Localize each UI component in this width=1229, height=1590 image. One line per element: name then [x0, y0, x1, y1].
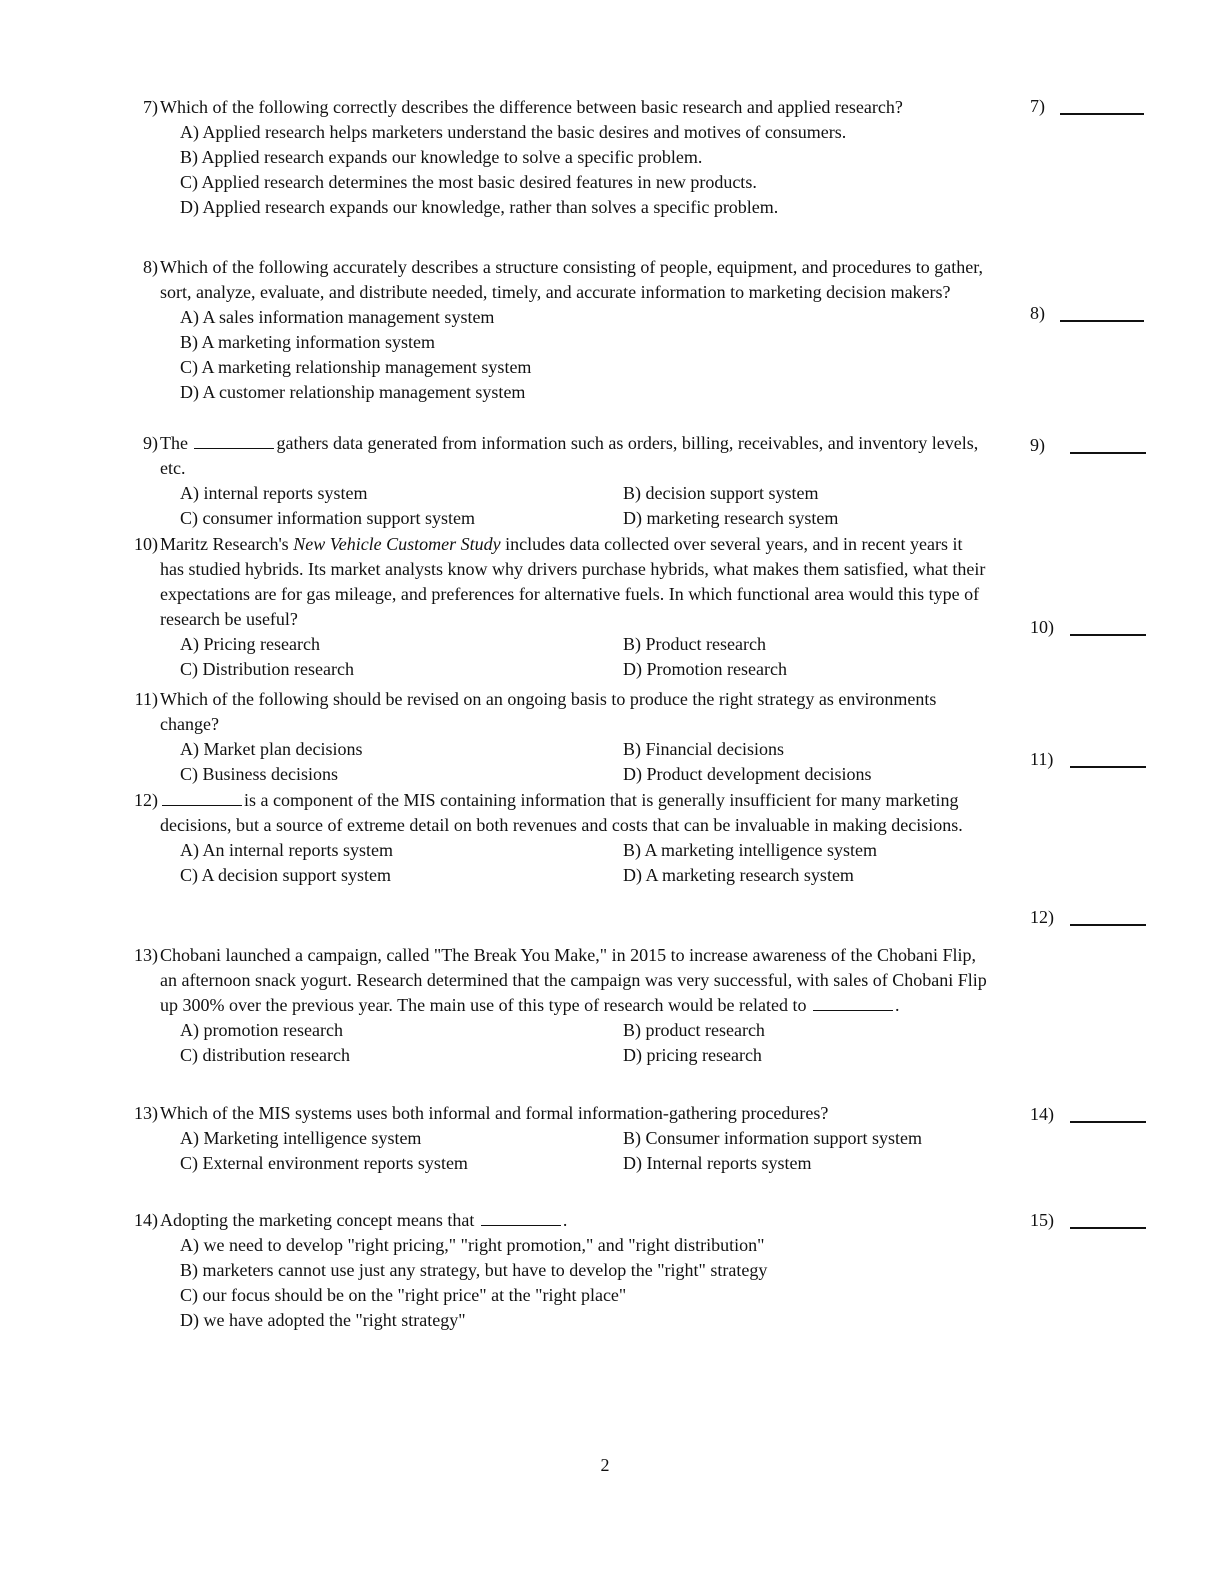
question-stem — [160, 1208, 988, 1233]
answer-line[interactable] — [1070, 924, 1146, 926]
stem-text-before: The — [160, 433, 188, 453]
answer-line[interactable] — [1060, 113, 1144, 115]
answer-blank-10[interactable] — [1030, 615, 1146, 640]
options-list — [180, 1233, 988, 1333]
options-list — [180, 737, 988, 787]
answer-number: 10) — [1030, 617, 1054, 637]
options-list — [180, 1126, 988, 1176]
question-number: 7) — [143, 97, 158, 117]
answer-blank-14[interactable] — [1030, 1102, 1146, 1127]
options-list — [180, 120, 988, 220]
option-b[interactable]: B) Financial decisions — [623, 739, 784, 759]
fill-in-blank — [162, 789, 242, 806]
answer-blank-12[interactable] — [1030, 905, 1146, 930]
option-c[interactable]: C) A marketing relationship management system — [180, 357, 532, 377]
option-b[interactable]: B) Product research — [623, 634, 766, 654]
option-a[interactable]: A) Market plan decisions — [180, 739, 363, 759]
options-list — [180, 305, 988, 405]
options-list — [180, 838, 988, 888]
question-9 — [128, 431, 988, 531]
study-title: New Vehicle Customer Study — [293, 534, 501, 554]
option-c[interactable]: C) consumer information support system — [180, 508, 475, 528]
question-11 — [128, 687, 988, 787]
option-c[interactable]: C) Business decisions — [180, 764, 339, 784]
option-a[interactable]: A) An internal reports system — [180, 840, 393, 860]
question-stem: Which of the following accurately describes a structure consisting of people, equipment, and procedures to gather, sort, analyze, evaluate, and distribute needed, timely, and accurate information to marketing decision makers? — [160, 257, 983, 302]
fill-in-blank — [194, 432, 274, 449]
option-d[interactable]: D) A customer relationship management system — [180, 382, 526, 402]
option-a[interactable]: A) Applied research helps marketers understand the basic desires and motives of consumers. — [180, 122, 847, 142]
option-a[interactable]: A) Marketing intelligence system — [180, 1128, 422, 1148]
stem-text-after: . — [562, 1210, 568, 1230]
question-stem — [160, 431, 988, 481]
option-a[interactable]: A) promotion research — [180, 1020, 343, 1040]
option-c[interactable]: C) Applied research determines the most basic desired features in new products. — [180, 172, 757, 192]
option-d[interactable]: D) Applied research expands our knowledge, rather than solves a specific problem. — [180, 197, 779, 217]
question-number: 14) — [134, 1210, 158, 1230]
answer-blank-8[interactable] — [1030, 301, 1144, 326]
answer-number: 14) — [1030, 1104, 1054, 1124]
answer-line[interactable] — [1070, 766, 1146, 768]
question-13-mis — [128, 1101, 988, 1176]
stem-text-before: Adopting the marketing concept means that — [160, 1210, 475, 1230]
answer-line[interactable] — [1060, 320, 1144, 322]
options-list — [180, 632, 988, 682]
question-number: 11) — [134, 689, 158, 709]
question-stem: Which of the following should be revised on an ongoing basis to produce the right strategy as environments change? — [160, 689, 937, 734]
stem-text-before: Chobani launched a campaign, called "The Break You Make," in 2015 to increase awareness of the Chobani Flip, an afternoon snack yogurt. Research determined that the campaign was very successful, with sales of Chobani Flip up 300% over the previous year. The main use of this type of research would be related to — [160, 945, 987, 1015]
option-d[interactable]: D) we have adopted the "right strategy" — [180, 1310, 466, 1330]
answer-number: 9) — [1030, 435, 1045, 455]
option-b[interactable]: B) product research — [623, 1020, 765, 1040]
question-number: 9) — [143, 433, 158, 453]
answer-line[interactable] — [1070, 1121, 1146, 1123]
answer-blank-11[interactable] — [1030, 747, 1146, 772]
fill-in-blank — [481, 1209, 561, 1226]
option-c[interactable]: C) Distribution research — [180, 659, 354, 679]
fill-in-blank — [813, 994, 893, 1011]
option-b[interactable]: B) A marketing information system — [180, 332, 435, 352]
answer-blank-7[interactable] — [1030, 94, 1144, 119]
question-12 — [128, 788, 988, 888]
answer-blank-9[interactable] — [1030, 433, 1146, 458]
answer-number: 11) — [1030, 749, 1054, 769]
question-14 — [128, 1208, 988, 1333]
answer-number: 15) — [1030, 1210, 1054, 1230]
option-a[interactable]: A) internal reports system — [180, 483, 368, 503]
option-b[interactable]: B) Consumer information support system — [623, 1128, 922, 1148]
question-stem — [160, 943, 988, 1018]
option-d[interactable]: D) Promotion research — [623, 659, 787, 679]
option-c[interactable]: C) External environment reports system — [180, 1153, 468, 1173]
answer-number: 7) — [1030, 96, 1045, 116]
option-c[interactable]: C) A decision support system — [180, 865, 391, 885]
question-stem — [160, 532, 988, 632]
options-list — [180, 1018, 988, 1068]
option-d[interactable]: D) Internal reports system — [623, 1153, 812, 1173]
question-13-chobani — [128, 943, 988, 1068]
answer-blank-15[interactable] — [1030, 1208, 1146, 1233]
question-number: 13) — [134, 945, 158, 965]
option-a[interactable]: A) we need to develop "right pricing," "right promotion," and "right distribution" — [180, 1235, 765, 1255]
stem-text-after: includes data collected over several years, and in recent years it has studied hybrids. Its market analysts know why drivers purchase hybrids, what makes them satisfied, what their expectations are for gas mileage, and preferences for alternative fuels. In which functional area would this type of research be useful? — [160, 534, 986, 629]
question-stem: Which of the MIS systems uses both informal and formal information-gathering procedures? — [160, 1103, 829, 1123]
option-c[interactable]: C) distribution research — [180, 1045, 350, 1065]
stem-text-before: Maritz Research's — [160, 534, 289, 554]
option-d[interactable]: D) pricing research — [623, 1045, 762, 1065]
answer-number: 8) — [1030, 303, 1045, 323]
page-number: 2 — [600, 1455, 610, 1475]
option-b[interactable]: B) A marketing intelligence system — [623, 840, 877, 860]
stem-text-after: . — [894, 995, 900, 1015]
option-a[interactable]: A) A sales information management system — [180, 307, 495, 327]
question-stem — [160, 788, 988, 838]
question-number: 12) — [134, 790, 158, 810]
option-b[interactable]: B) decision support system — [623, 483, 819, 503]
option-d[interactable]: D) Product development decisions — [623, 764, 872, 784]
answer-line[interactable] — [1070, 452, 1146, 454]
option-c[interactable]: C) our focus should be on the "right price" at the "right place" — [180, 1285, 627, 1305]
question-10 — [128, 532, 988, 682]
option-b[interactable]: B) marketers cannot use just any strategy, but have to develop the "right" strategy — [180, 1260, 768, 1280]
question-number: 13) — [134, 1103, 158, 1123]
question-8 — [128, 255, 988, 405]
stem-text-after: gathers data generated from information such as orders, billing, receivables, and inventory levels, etc. — [160, 433, 979, 478]
answer-line[interactable] — [1070, 634, 1146, 636]
answer-line[interactable] — [1070, 1227, 1146, 1229]
question-number: 10) — [134, 534, 158, 554]
option-a[interactable]: A) Pricing research — [180, 634, 320, 654]
option-d[interactable]: D) A marketing research system — [623, 865, 854, 885]
option-b[interactable]: B) Applied research expands our knowledge to solve a specific problem. — [180, 147, 703, 167]
question-stem: Which of the following correctly describes the difference between basic research and applied research? — [160, 97, 903, 117]
question-number: 8) — [143, 257, 158, 277]
options-list — [180, 481, 988, 531]
question-7 — [128, 95, 988, 220]
stem-text-after: is a component of the MIS containing information that is generally insufficient for many marketing decisions, but a source of extreme detail on both revenues and costs that can be invaluable in making decisions. — [160, 790, 963, 835]
option-d[interactable]: D) marketing research system — [623, 508, 839, 528]
answer-number: 12) — [1030, 907, 1054, 927]
